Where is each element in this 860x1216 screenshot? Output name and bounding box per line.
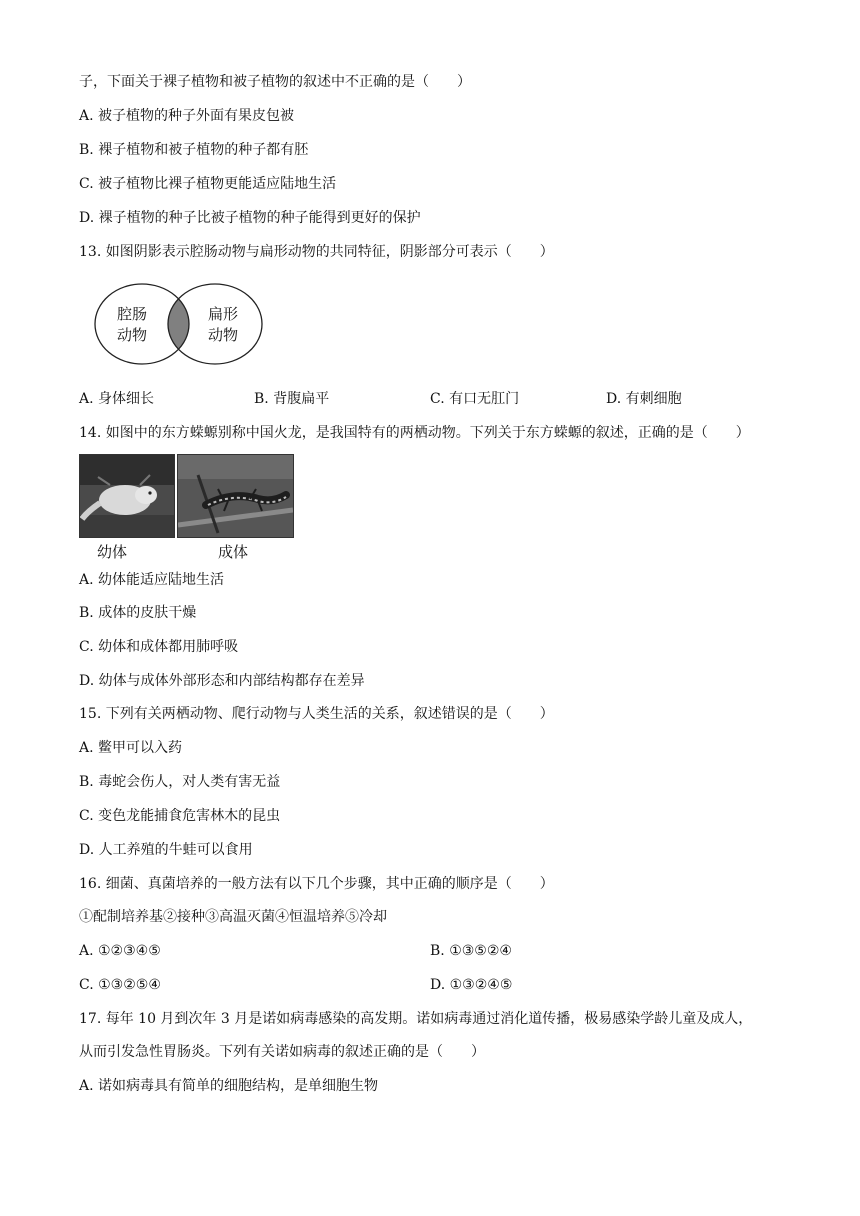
- q14-option-d: D. 幼体与成体外部形态和内部结构都存在差异: [79, 673, 365, 689]
- venn-left-label-1: 腔肠: [116, 305, 148, 323]
- q15-option-b: B. 毒蛇会伤人，对人类有害无益: [79, 774, 281, 790]
- q13-option-d: D. 有刺细胞: [606, 391, 682, 407]
- venn-right-label-1: 扁形: [207, 305, 239, 323]
- q15-option-a: A. 鳖甲可以入药: [79, 740, 183, 756]
- q12-option-a: A. 被子植物的种子外面有果皮包被: [79, 108, 295, 124]
- q16-option-d: D. ①③②④⑤: [430, 977, 513, 993]
- q12-option-b: B. 裸子植物和被子植物的种子都有胚: [79, 142, 309, 158]
- q16-steps: ①配制培养基②接种③高温灭菌④恒温培养⑤冷却: [79, 909, 387, 925]
- q16-stem: 16. 细菌、真菌培养的一般方法有以下几个步骤，其中正确的顺序是（ ）: [79, 876, 554, 892]
- q16-option-b: B. ①③⑤②④: [430, 943, 512, 959]
- q16-option-c: C. ①③②⑤④: [79, 977, 161, 993]
- larva-caption: 幼体: [97, 543, 128, 561]
- q13-option-a: A. 身体细长: [79, 391, 155, 407]
- larva-photo: [79, 454, 175, 538]
- q12-stem: 子，下面关于裸子植物和被子植物的叙述中不正确的是（ ）: [79, 74, 471, 90]
- q14-option-b: B. 成体的皮肤干燥: [79, 605, 197, 621]
- q12-option-c: C. 被子植物比裸子植物更能适应陆地生活: [79, 176, 337, 192]
- q13-option-b: B. 背腹扁平: [254, 391, 330, 407]
- q17-option-a: A. 诺如病毒具有简单的细胞结构，是单细胞生物: [79, 1078, 379, 1094]
- adult-photo: [177, 454, 294, 538]
- venn-left-label-2: 动物: [116, 326, 148, 344]
- q15-stem: 15. 下列有关两栖动物、爬行动物与人类生活的关系，叙述错误的是（ ）: [79, 706, 554, 722]
- q15-option-c: C. 变色龙能捕食危害林木的昆虫: [79, 808, 281, 824]
- venn-diagram: [94, 282, 264, 366]
- adult-caption: 成体: [218, 543, 249, 561]
- q14-stem: 14. 如图中的东方蝾螈别称中国火龙，是我国特有的两栖动物。下列关于东方蝾螈的叙述，正确的是（ ）: [79, 425, 750, 441]
- q17-stem-line1: 17. 每年 10 月到次年 3 月是诺如病毒感染的高发期。诺如病毒通过消化道传播，极易感染学龄儿童及成人，: [79, 1011, 753, 1027]
- q12-option-d: D. 裸子植物的种子比被子植物的种子能得到更好的保护: [79, 210, 421, 226]
- q13-stem: 13. 如图阴影表示腔肠动物与扁形动物的共同特征，阴影部分可表示（ ）: [79, 244, 554, 260]
- venn-right-label-2: 动物: [207, 326, 239, 344]
- q14-option-c: C. 幼体和成体都用肺呼吸: [79, 639, 239, 655]
- q17-stem-line2: 从而引发急性胃肠炎。下列有关诺如病毒的叙述正确的是（ ）: [79, 1044, 485, 1060]
- q16-option-a: A. ①②③④⑤: [79, 943, 161, 959]
- q13-option-c: C. 有口无肛门: [430, 391, 520, 407]
- q15-option-d: D. 人工养殖的牛蛙可以食用: [79, 842, 253, 858]
- q14-option-a: A. 幼体能适应陆地生活: [79, 572, 225, 588]
